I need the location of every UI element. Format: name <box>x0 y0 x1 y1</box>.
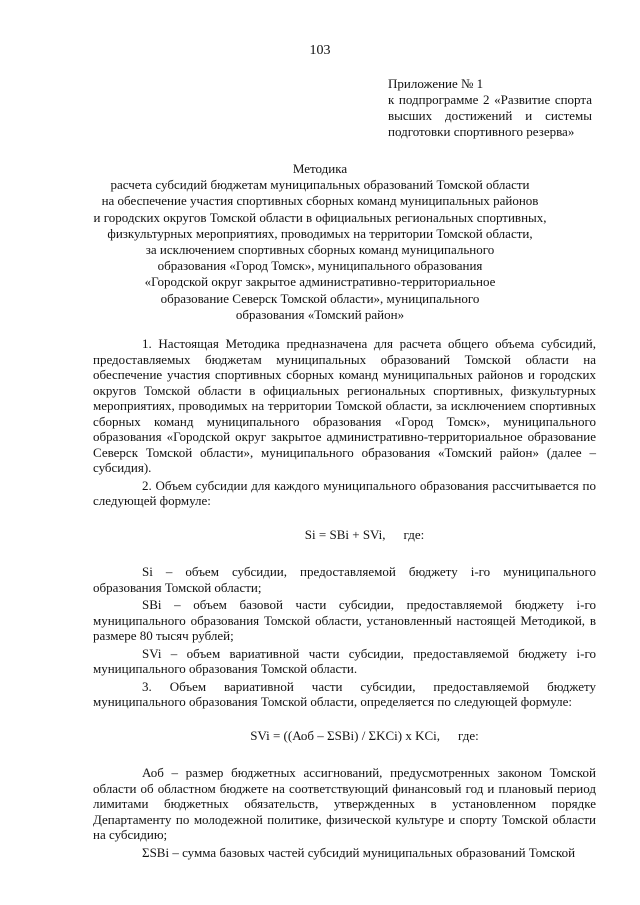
document-title <box>0 161 640 323</box>
appendix-line: высших достижений и системы <box>388 108 592 123</box>
definition-sbi: SBi – объем базовой части субсидии, предоставляемой бюджету i-го муниципального образования Томской области, установленный настоящей Методикой, в размере 80 тысяч рублей; <box>93 597 596 643</box>
title-line: расчета субсидий бюджетам муниципальных образований Томской области <box>110 177 530 193</box>
appendix-line: подготовки спортивного резерва» <box>388 124 575 139</box>
title-line: «Городской округ закрытое административно-территориальное <box>144 274 496 290</box>
formula-where: где: <box>458 727 479 743</box>
title-line: образования «Город Томск», муниципального образования <box>157 258 483 274</box>
title-line: физкультурных мероприятиях, проводимых на территории Томской области, <box>107 225 533 241</box>
formula-expression: Si = SBi + SVi, <box>304 526 386 542</box>
definition-aob: Аоб – размер бюджетных ассигнований, предусмотренных законом Томской области об областном бюджете на соответствующий финансовый год и плановый период лимитами бюджетных обязательств, утвержденных в установленном порядке Департаменту по молодежной политике, физической культуре и спорту Томской области на субсидию; <box>93 765 596 842</box>
formula-where: где: <box>403 526 425 542</box>
title-heading: Методика <box>292 161 348 176</box>
definition-svi: SVi – объем вариативной части субсидии, предоставляемой бюджету i-го муниципального образования Томской области. <box>93 645 596 676</box>
formula-variable-part <box>93 728 596 744</box>
title-line: образование Северск Томской области», муниципального <box>160 290 480 306</box>
formula-subsidy-total <box>93 527 596 543</box>
title-line: и городских округов Томской области в официальных региональных спортивных, <box>93 209 547 225</box>
definition-si: Si – объем субсидии, предоставляемой бюджету i-го муниципального образования Томской области; <box>93 564 596 595</box>
paragraph-2: 2. Объем субсидии для каждого муниципального образования рассчитывается по следующей формуле: <box>93 477 596 508</box>
title-line: за исключением спортивных сборных команд муниципального <box>145 242 495 258</box>
appendix-header <box>388 76 592 140</box>
appendix-line: Приложение № 1 <box>388 76 484 91</box>
appendix-line: к подпрограмме 2 «Развитие спорта <box>388 92 592 107</box>
document-body <box>93 336 596 862</box>
formula-expression: SVi = ((Аоб – ΣSBi) / ΣKCi) x KCi, <box>250 727 441 743</box>
paragraph-1: 1. Настоящая Методика предназначена для расчета общего объема субсидий, предоставляемых бюджетам муниципальных образований Томской области на обеспечение участия спортивных сборных команд муниципальных районов и городских округов Томской области в официальных региональных спортивных, физкультурных мероприятиях, проводимых на территории Томской области, за исключением спортивных сборных команд муниципального образования «Город Томск», муниципального образования «Городской округ закрытое административно-территориальное образование Северск Томской области», муниципального образования «Томский район» (далее – субсидия). <box>93 336 596 475</box>
definition-sum-sbi: ΣSBi – сумма базовых частей субсидий муниципальных образований Томской <box>142 844 576 860</box>
page-number: 103 <box>309 43 331 58</box>
title-line: образования «Томский район» <box>235 306 405 322</box>
title-line: на обеспечение участия спортивных сборных команд муниципальных районов <box>101 193 539 209</box>
paragraph-3: 3. Объем вариативной части субсидии, предоставляемой бюджету муниципального образования Томской области, определяется по следующей формуле: <box>93 678 596 709</box>
